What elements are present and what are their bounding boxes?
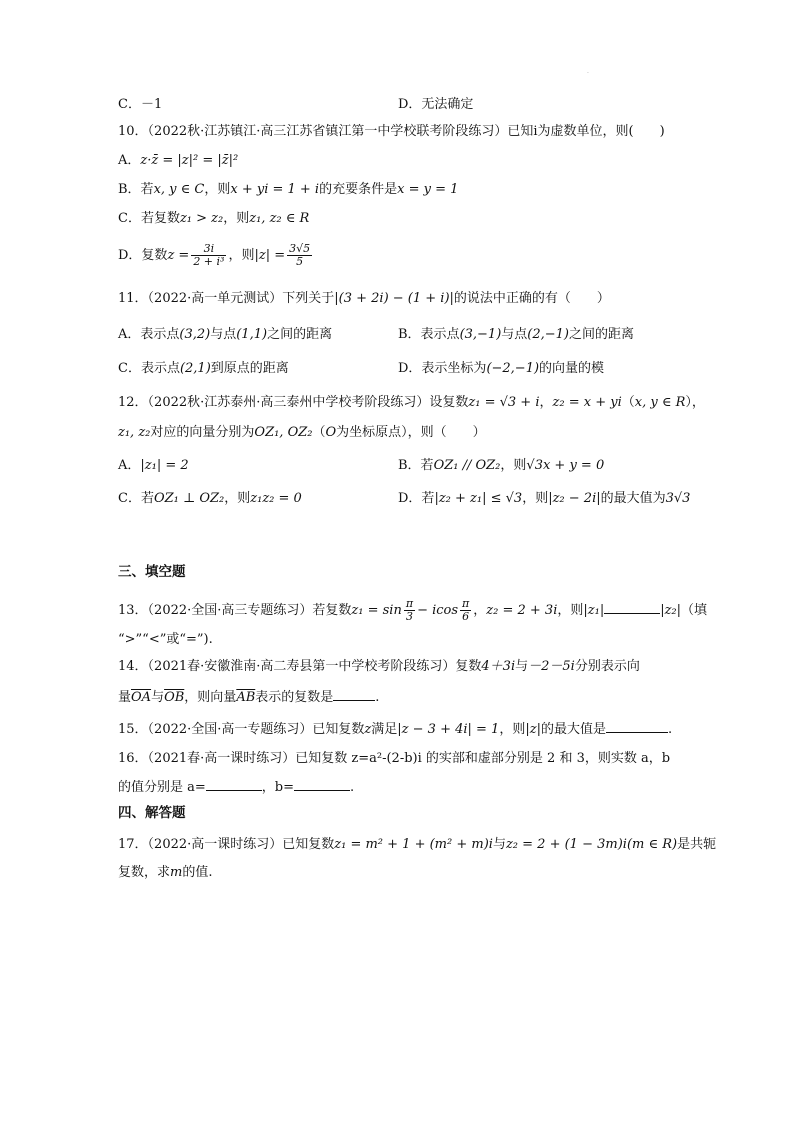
- q12-stem-math2: z₂ = x + yi: [552, 395, 622, 410]
- q10-d-num2: 3√5: [289, 242, 311, 255]
- q13-pre: 13．（2022·全国·高三专题练习）若复数: [118, 603, 352, 618]
- q12-d-text2: 的最大值为: [600, 491, 666, 506]
- q17-math3: (m ∈ R): [626, 837, 678, 852]
- q14-vector-ab: $\overline{AB}$: [236, 690, 256, 705]
- q10-b-text2: 的充要条件是: [319, 182, 398, 197]
- q17-l2-math1: m: [170, 865, 183, 880]
- q14-l2-pre: 量: [118, 690, 132, 705]
- q11-option-d: [398, 360, 604, 378]
- q10-b-math2: x + yi = 1 + i: [230, 182, 320, 197]
- q13-math2: − icos: [417, 603, 459, 618]
- q12-a-label: A．: [118, 458, 141, 473]
- q10-c-math2: z₁, z₂ ∈ R: [249, 211, 310, 226]
- q12-c-math2: z₁z₂ = 0: [250, 491, 302, 506]
- q13-math5: |z₂|: [660, 603, 682, 618]
- q16-l2-mid: ，b=: [261, 780, 294, 795]
- q15-pre: 15．（2022·全国·高一专题练习）已知复数: [118, 722, 365, 737]
- q14-answer-blank[interactable]: [333, 688, 375, 701]
- q12-option-b: [398, 457, 604, 475]
- q17-text1: 与: [492, 837, 506, 852]
- q12-d-math1: |z₂ + z₁| ≤ √3: [434, 491, 523, 506]
- q15-line: [118, 720, 672, 739]
- q10-c-label: C．若复数: [118, 211, 180, 226]
- q10-option-a: [118, 152, 238, 170]
- q12-stem-line2: [118, 424, 486, 442]
- section-heading-fill-in: 三、填空题: [118, 564, 186, 580]
- q14-l2-text1: 与: [151, 690, 165, 705]
- q12-l2-text2: （: [312, 425, 326, 440]
- q12-d-text1: ，则: [522, 491, 549, 506]
- q10-d-num: 3i: [191, 243, 226, 256]
- q15-text2: ，则: [499, 722, 526, 737]
- q10-c-math1: z₁ > z₂: [179, 211, 224, 226]
- q15-end: .: [667, 722, 673, 737]
- q12-l2-vectors: OZ₁, OZ₂: [254, 425, 313, 440]
- q11-c-label: C．表示点: [118, 361, 180, 376]
- q17-line2: [118, 864, 212, 882]
- q11-option-c: [118, 360, 289, 378]
- q11-b-math2: (2,−1): [527, 327, 570, 342]
- q13-fraction1: [404, 598, 415, 623]
- q12-l2-text1: 对应的向量分别为: [150, 425, 255, 440]
- q12-stem: [118, 394, 705, 412]
- q14-pre: 14．（2021春·安徽淮南·高二寿县第一中学校考阶段练习）复数: [118, 659, 482, 674]
- q14-line1: [118, 658, 640, 676]
- q12-l2-text3: 为坐标原点），则（ ）: [336, 425, 486, 440]
- prev-option-d: D．无法确定: [398, 97, 474, 112]
- q10-d-text1: ，则: [228, 248, 255, 263]
- q13-line1: [118, 598, 707, 623]
- q13-f1-num: π: [405, 597, 414, 610]
- q11-a-label: A．表示点: [118, 327, 180, 342]
- q10-d-fraction2: [287, 243, 312, 268]
- q11-stem-math: |(3 + 2i) − (1 + i)|: [334, 291, 454, 306]
- q14-l2-end: .: [375, 690, 380, 705]
- q12-c-label: C．若: [118, 491, 154, 506]
- q10-d-den2: 5: [296, 255, 304, 268]
- q17-line1: [118, 836, 716, 854]
- q13-f1-den: 3: [405, 610, 413, 623]
- q11-b-text2: 之间的距离: [569, 327, 635, 342]
- q12-c-text1: ，则: [224, 491, 251, 506]
- q10-a-math: z·z̄ = |z|² = |z̄|²: [140, 153, 239, 168]
- q17-l2-text1: 的值.: [182, 865, 213, 880]
- q14-l2-text3: 表示的复数是: [255, 690, 334, 705]
- q11-b-label: B．表示点: [398, 327, 460, 342]
- q11-option-a: [118, 326, 332, 344]
- q13-text2: ，则: [557, 603, 584, 618]
- q13-math1: z₁ = sin: [351, 603, 402, 618]
- q16-line1: 16．（2021春·高一课时练习）已知复数 z=a²-(2-b)i 的实部和虚部分别是 2 和 3，则实数 a，b: [118, 751, 671, 766]
- q10-c-text1: ，则: [223, 211, 250, 226]
- q12-b-label: B．若: [398, 458, 434, 473]
- q10-b-text1: ，则: [204, 182, 231, 197]
- q11-option-b: [398, 326, 634, 344]
- q14-vector-ob: $\overline{OB}$: [164, 690, 185, 705]
- q12-stem-math1: z₁ = √3 + i: [468, 395, 540, 410]
- scan-mark: ·: [587, 70, 589, 77]
- q13-math3: z₂ = 2 + 3i: [486, 603, 558, 618]
- q13-text3: （填: [681, 603, 708, 618]
- q13-f2-den: 6: [462, 610, 470, 623]
- q12-d-math3: 3√3: [665, 491, 691, 506]
- q14-math1: 4＋3i: [481, 659, 516, 674]
- q11-a-text2: 之间的距离: [267, 327, 333, 342]
- q17-math1: z₁ = m² + 1 + (m² + m)i: [334, 837, 493, 852]
- q16-line2: [118, 778, 354, 797]
- q10-b-label: B．若: [118, 182, 154, 197]
- q12-d-math2: |z₂ − 2i|: [548, 491, 601, 506]
- q11-a-math1: (3,2): [179, 327, 211, 342]
- q17-text2: 是共轭: [677, 837, 717, 852]
- q10-stem: 10．（2022秋·江苏镇江·高三江苏省镇江第一中学校联考阶段练习）已知i为虚数单位，则( ): [118, 124, 665, 139]
- q13-answer-blank[interactable]: [604, 601, 660, 614]
- q16-l2-pre: 的值分别是 a=: [118, 780, 206, 795]
- q12-l2-origin: O: [325, 425, 337, 440]
- q12-a-math1: |z₁| = 2: [140, 458, 189, 473]
- q11-a-math2: (1,1): [236, 327, 268, 342]
- q10-option-b: [118, 181, 458, 199]
- q16-l2-end: .: [350, 780, 355, 795]
- q10-d-lhs: z =: [167, 248, 190, 263]
- q12-stem-text2: （: [621, 395, 635, 410]
- q12-stem-math3: x, y ∈ R: [634, 395, 686, 410]
- q15-text1: 满足: [371, 722, 398, 737]
- q15-text3: 的最大值是: [540, 722, 606, 737]
- q12-stem-pre: 12．（2022秋·江苏泰州·高三泰州中学校考阶段练习）设复数: [118, 395, 469, 410]
- q11-d-text1: 的向量的模: [539, 361, 605, 376]
- q12-stem-text3: ），: [685, 395, 705, 410]
- q12-l2-math1: z₁, z₂: [118, 425, 151, 440]
- q10-option-c: [118, 210, 309, 228]
- q11-stem-pre: 11．（2022·高一单元测试）下列关于: [118, 291, 335, 306]
- q11-a-text1: 与点: [210, 327, 237, 342]
- q11-b-text1: 与点: [501, 327, 528, 342]
- q10-b-math3: x = y = 1: [397, 182, 459, 197]
- q11-stem-post: 的说法中正确的有（ ）: [453, 291, 610, 306]
- q10-d-fraction: [191, 243, 226, 268]
- q15-math1: z: [364, 722, 372, 737]
- q11-stem: [118, 290, 610, 308]
- q17-l2-pre: 复数，求: [118, 865, 171, 880]
- q13-math4: |z₁|: [583, 603, 605, 618]
- q15-answer-blank[interactable]: [606, 720, 668, 733]
- q12-b-text1: ，则: [500, 458, 527, 473]
- q12-d-label: D．若: [398, 491, 435, 506]
- q17-pre: 17．（2022·高一课时练习）已知复数: [118, 837, 335, 852]
- q10-d-lhs2: |z| =: [254, 248, 286, 263]
- q11-d-math1: (−2,−1): [486, 361, 540, 376]
- q14-vector-oa: $\overline{OA}$: [131, 690, 152, 705]
- q10-option-d: [118, 243, 314, 268]
- q15-math3: |z|: [525, 722, 541, 737]
- q13-text1: ，: [473, 603, 487, 618]
- q14-l2-text2: ，则向量: [184, 690, 237, 705]
- q11-b-math1: (3,−1): [459, 327, 502, 342]
- q13-fraction2: [460, 598, 471, 623]
- q12-option-d: [398, 490, 690, 508]
- q11-d-label: D．表示坐标为: [398, 361, 487, 376]
- q17-math2: z₂ = 2 + (1 − 3m)i: [505, 837, 627, 852]
- q12-stem-text1: ，: [539, 395, 553, 410]
- q11-c-math1: (2,1): [179, 361, 211, 376]
- q10-d-label: D．复数: [118, 248, 168, 263]
- q16-answer-blank-b[interactable]: [294, 778, 350, 791]
- q10-d-den: 2 + i³: [193, 255, 225, 268]
- q10-a-label: A．: [118, 153, 141, 168]
- q14-text1: 与: [515, 659, 529, 674]
- prev-option-c: C．－1: [118, 97, 163, 112]
- q14-math2: －2－5i: [528, 659, 575, 674]
- q13-f2-num: π: [462, 597, 470, 610]
- q12-b-math1: OZ₁ // OZ₂: [433, 458, 501, 473]
- q12-option-a: [118, 457, 189, 475]
- q15-math2: |z − 3 + 4i| = 1: [397, 722, 500, 737]
- q12-b-math2: √3x + y = 0: [526, 458, 605, 473]
- q11-c-text1: 到原点的距离: [210, 361, 289, 376]
- q12-c-math1: OZ₁ ⊥ OZ₂: [153, 491, 225, 506]
- q14-line2: [118, 688, 379, 707]
- q16-answer-blank-a[interactable]: [206, 778, 262, 791]
- q14-text2: 分别表示向: [574, 659, 640, 674]
- q10-b-math1: x, y ∈ C: [153, 182, 205, 197]
- q13-line2: “>”“<”或“=”).: [118, 632, 213, 647]
- section-heading-solve: 四、解答题: [118, 805, 186, 821]
- q12-option-c: [118, 490, 302, 508]
